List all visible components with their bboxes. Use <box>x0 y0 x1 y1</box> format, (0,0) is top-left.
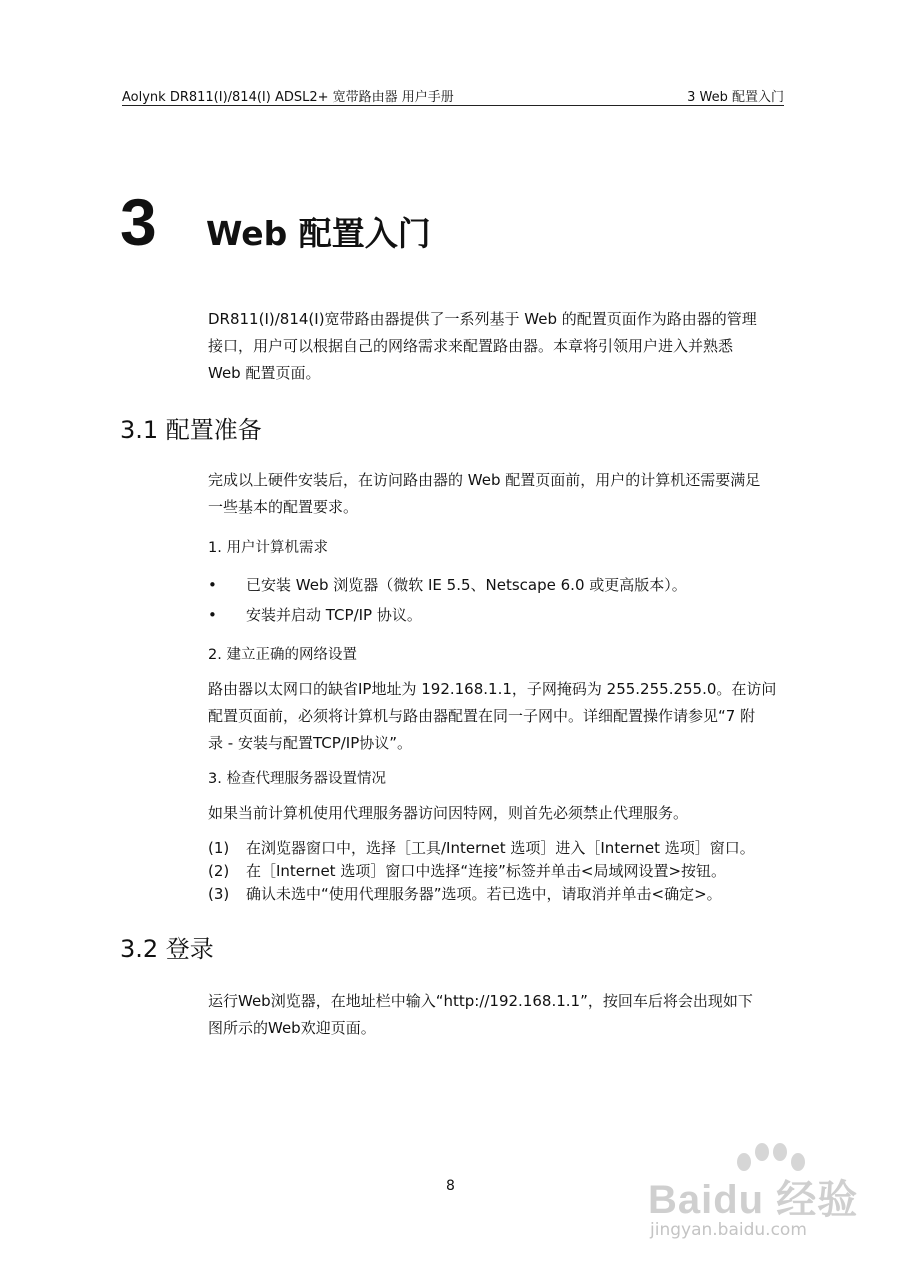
intro-paragraph <box>208 306 784 387</box>
step-item <box>208 860 784 882</box>
paragraph-line: 完成以上硬件安装后，在访问路由器的 Web 配置页面前，用户的计算机还需要满足 <box>208 471 761 489</box>
header-manual-title: Aolynk DR811(I)/814(I) ADSL2+ 宽带路由器 用户手册 <box>122 90 454 105</box>
bullet-icon: • <box>208 576 217 594</box>
subsection-title-network: 2. 建立正确的网络设置 <box>208 647 357 663</box>
watermark-url: jingyan.baidu.com <box>650 1220 807 1240</box>
step-number: (2) <box>208 862 230 880</box>
baidu-watermark <box>640 1140 870 1260</box>
watermark-brand: Baidu 经验 <box>648 1178 859 1222</box>
step-item <box>208 837 784 859</box>
section-title-3-2: 3.2 登录 <box>120 935 214 963</box>
paragraph-line: 配置页面前，必须将计算机与路由器配置在同一子网中。详细配置操作请参见“7 附 <box>208 707 756 725</box>
step-text: 在［Internet 选项］窗口中选择“连接”标签并单击<局域网设置>按钮。 <box>246 862 727 880</box>
paragraph-line: 录 - 安装与配置TCP/IP协议”。 <box>208 734 413 752</box>
header-divider <box>122 105 784 106</box>
section-title-3-1: 3.1 配置准备 <box>120 416 262 444</box>
subsection-title-requirements: 1. 用户计算机需求 <box>208 540 328 556</box>
step-number: (1) <box>208 839 230 857</box>
list-item <box>208 574 784 596</box>
section-3-1-intro <box>208 467 784 521</box>
list-item-text: 安装并启动 TCP/IP 协议。 <box>246 606 422 624</box>
subsection-title-proxy: 3. 检查代理服务器设置情况 <box>208 771 386 787</box>
list-item-text: 已安装 Web 浏览器（微软 IE 5.5、Netscape 6.0 或更高版本）。 <box>246 576 687 594</box>
login-paragraph <box>208 988 784 1042</box>
chapter-number: 3 <box>120 185 157 259</box>
step-number: (3) <box>208 885 230 903</box>
list-item <box>208 604 784 626</box>
step-text: 在浏览器窗口中，选择［工具/Internet 选项］进入［Internet 选项］窗口。 <box>246 839 755 857</box>
header-chapter-label: 3 Web 配置入门 <box>687 90 784 105</box>
proxy-intro-paragraph <box>208 800 784 827</box>
paragraph-line: 如果当前计算机使用代理服务器访问因特网，则首先必须禁止代理服务。 <box>208 804 689 822</box>
page-header <box>122 86 784 106</box>
page-number: 8 <box>446 1178 455 1194</box>
paragraph-line: 一些基本的配置要求。 <box>208 498 359 516</box>
bullet-icon: • <box>208 606 217 624</box>
intro-line: Web 配置页面。 <box>208 364 321 382</box>
step-item <box>208 883 784 905</box>
network-settings-paragraph <box>208 676 784 757</box>
intro-line: DR811(I)/814(I)宽带路由器提供了一系列基于 Web 的配置页面作为路由器的管理 <box>208 310 757 328</box>
intro-line: 接口，用户可以根据自己的网络需求来配置路由器。本章将引领用户进入并熟悉 <box>208 337 734 355</box>
step-text: 确认未选中“使用代理服务器”选项。若已选中，请取消并单击<确定>。 <box>246 885 722 903</box>
paragraph-line: 图所示的Web欢迎页面。 <box>208 1019 376 1037</box>
chapter-title: Web 配置入门 <box>206 214 431 253</box>
paragraph-line: 运行Web浏览器，在地址栏中输入“http://192.168.1.1”，按回车后将会出现如下 <box>208 992 753 1010</box>
paragraph-line: 路由器以太网口的缺省IP地址为 192.168.1.1，子网掩码为 255.255.255.0。在访问 <box>208 680 777 698</box>
